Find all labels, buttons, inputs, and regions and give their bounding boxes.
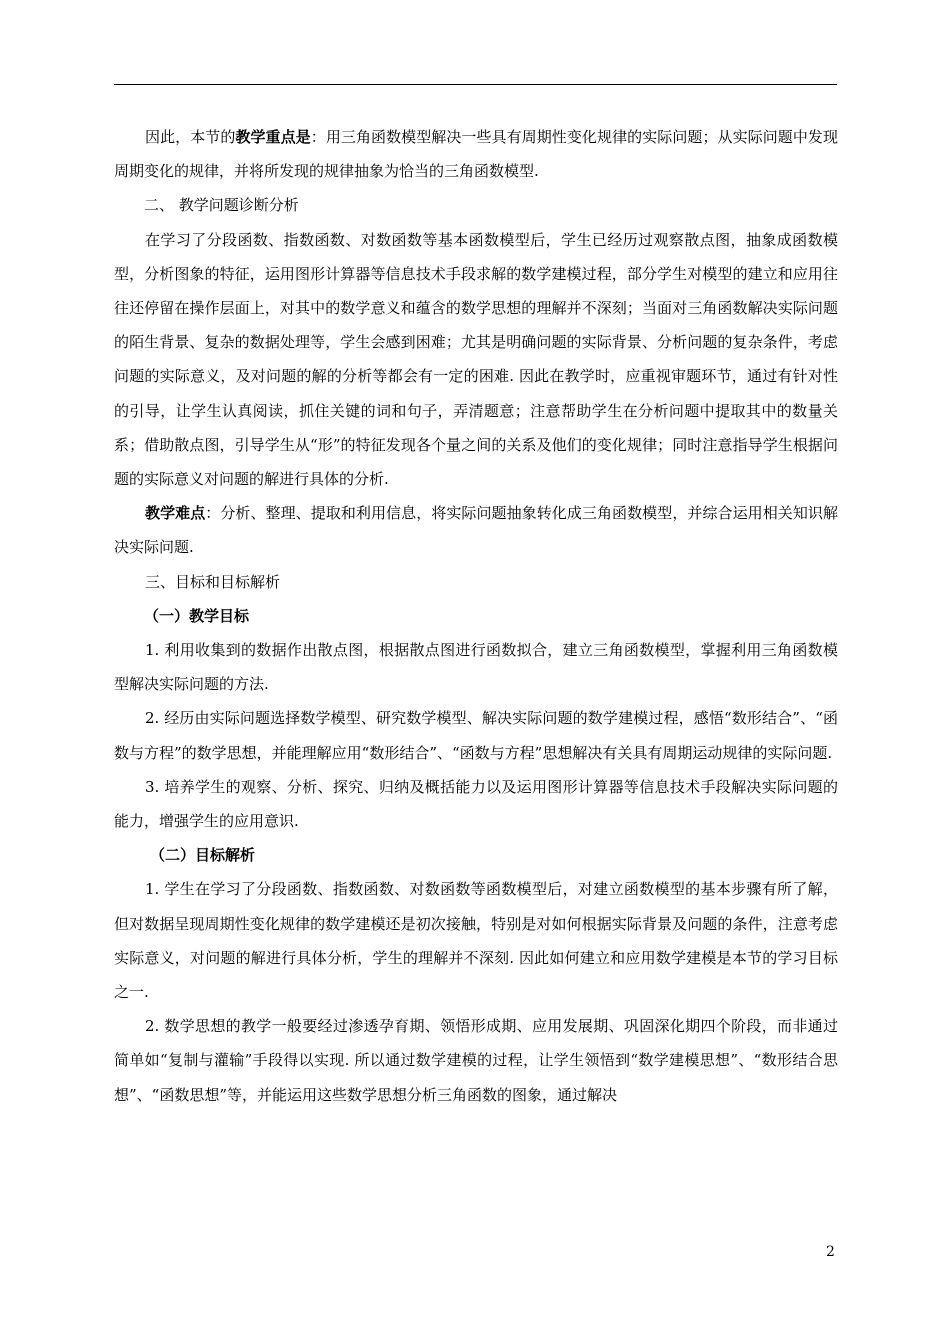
document-body [114,120,838,1112]
page-number: 2 [826,1244,835,1260]
paragraph-diagnosis: 在学习了分段函数、指数函数、对数函数等基本函数模型后，学生已经历过观察散点图，抽象成函数模型，分析图象的特征，运用图形计算器等信息技术手段求解的数学建模过程，部分学生对模型的建立和应用往往还停留在操作层面上，对其中的数学意义和蕴含的数学思想的理解并不深刻；当面对三角函数解决实际问题的陌生背景、复杂的数据处理等，学生会感到困难；尤其是明确问题的实际背景、分析问题的复杂条件，考虑问题的实际意义，及对问题的解的分析等都会有一定的困难. 因此在教学时，应重视审题环节，通过有针对性的引导，让学生认真阅读，抓住关键的词和句子，弄清题意；注意帮助学生在分析问题中提取其中的数量关系；借助散点图，引导学生从“形”的特征发现各个量之间的关系及他们的变化规律；同时注意指导学生根据问题的实际意义对问题的解进行具体的分析. [114,230,838,489]
goal-item-1: 1. 利用收集到的数据作出散点图，根据散点图进行函数拟合，建立三角函数模型，掌握利用三角函数模型解决实际问题的方法. [114,641,838,694]
paragraph-difficulties: 教学难点：分析、整理、提取和利用信息，将实际问题抽象转化成三角函数模型，并综合运用相关知识解决实际问题. [114,504,838,557]
subheading-teaching-goals: （一）教学目标 [144,606,250,625]
goal-item-2: 2. 经历由实际问题选择数学模型、研究数学模型、解决实际问题的数学建模过程，感悟“数形结合”、“函数与方程”的数学思想，并能理解应用“数形结合”、“函数与方程”思想解决有关具有周期运动规律的实际问题. [114,709,838,762]
difficulties-label: 教学难点 [145,504,206,523]
analysis-item-2: 2. 数学思想的教学一般要经过渗透孕育期、领悟形成期、应用发展期、巩固深化期四个阶段，而非通过简单如“复制与灌输”手段得以实现. 所以通过数学建模的过程，让学生领悟到“数学建模思想”、“数形结合思想”、“函数思想”等，并能运用这些数学思想分析三角函数的图象，通过解决 [114,1017,838,1104]
paragraph-key-points: 因此，本节的教学重点是：用三角函数模型解决一些具有周期性变化规律的实际问题；从实际问题中发现周期变化的规律，并将所发现的规律抽象为恰当的三角函数模型. [114,128,838,181]
goal-item-3: 3. 培养学生的观察、分析、探究、归纳及概括能力以及运用图形计算器等信息技术手段解决实际问题的能力，增强学生的应用意识. [114,777,838,831]
key-points-label: 教学重点是 [235,128,311,146]
section-heading-goals: 三、目标和目标解析 [145,572,281,591]
subheading-goal-analysis: （二）目标解析 [150,846,256,865]
section-heading-diagnosis: 二、 教学问题诊断分析 [144,196,299,215]
analysis-item-1: 1. 学生在学习了分段函数、指数函数、对数函数等函数模型后，对建立函数模型的基本步骤有所了解，但对数据呈现周期性变化规律的数学建模还是初次接触，特别是对如何根据实际背景及问题的条件，注意考虑实际意义，对问题的解进行具体分析，学生的理解并不深刻. 因此如何建立和应用数学建模是本节的学习目标之一. [114,880,838,1002]
header-rule [114,84,837,85]
